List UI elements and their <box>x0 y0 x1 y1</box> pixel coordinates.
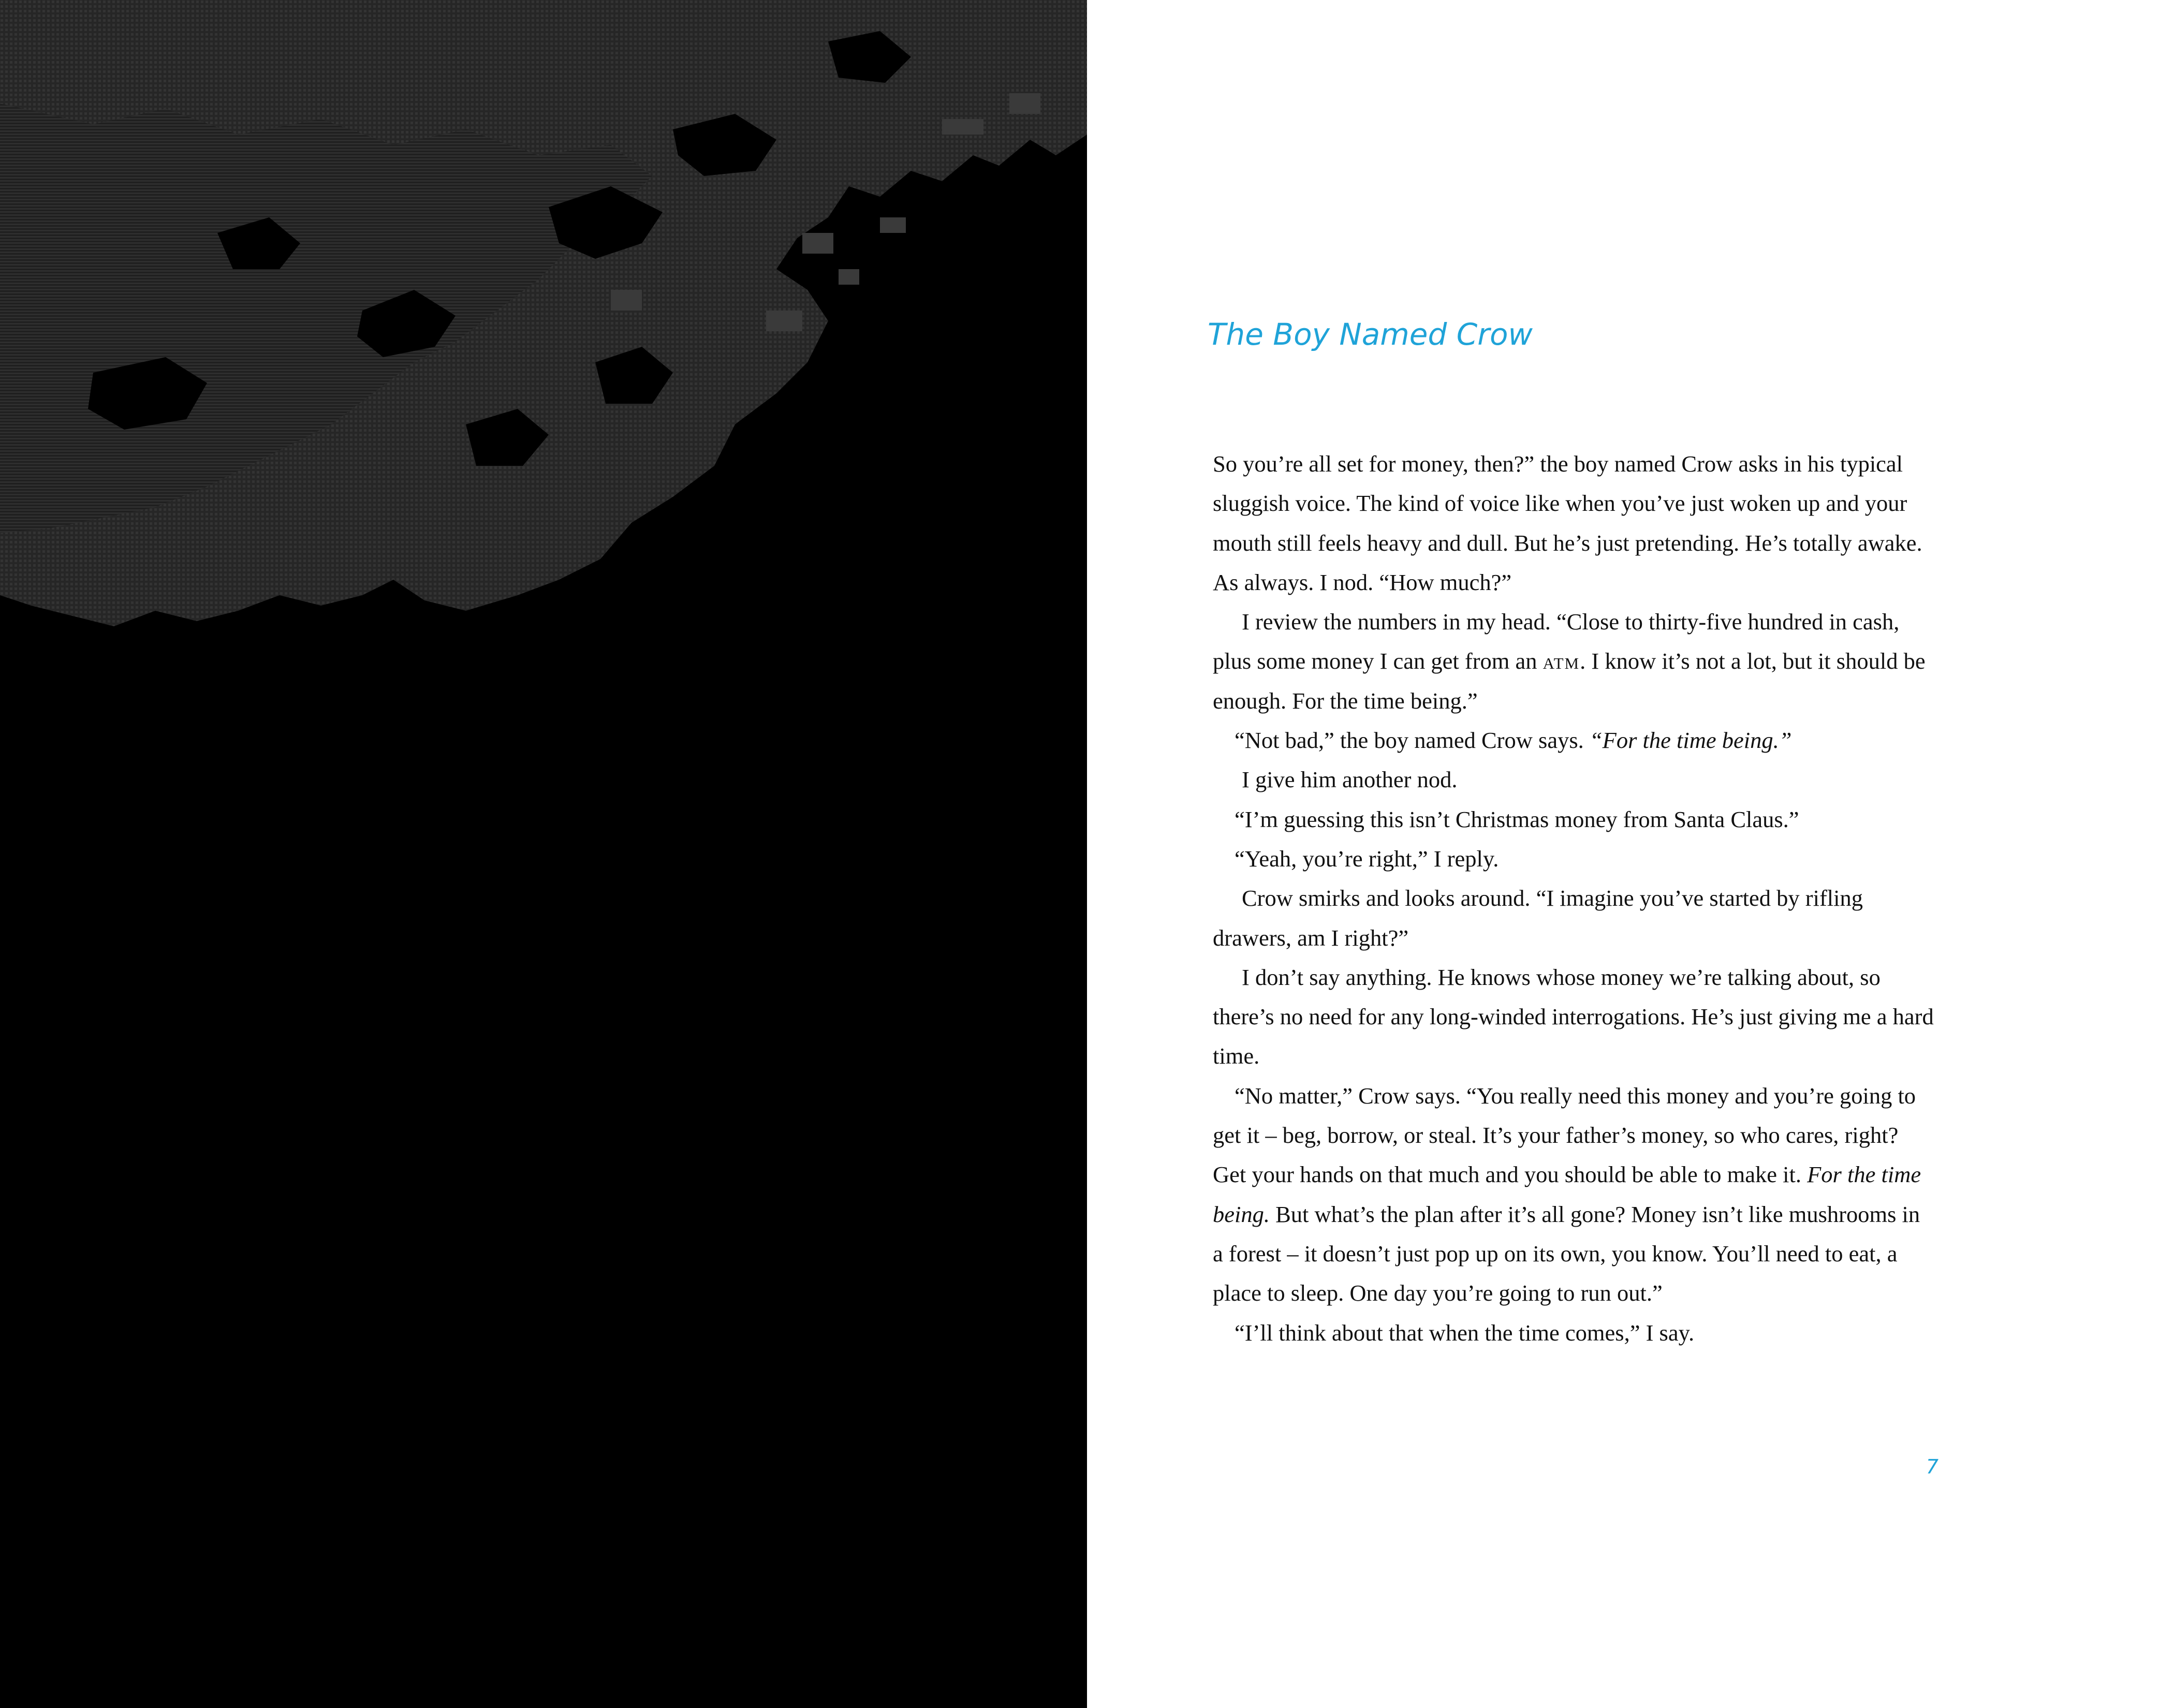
paragraph-10: “I’ll think about that when the time comes,” I say. <box>1235 1319 1695 1346</box>
paragraph-5: “I’m guessing this isn’t Christmas money from Santa Claus.” <box>1235 806 1799 832</box>
italic-emphasis: For the time being. <box>1213 1161 1921 1227</box>
paragraph-8: I don’t say anything. He knows whose money we’re talking about, so there’s no need for any long-winded interrogations. He’s just giving me a hard time. <box>1213 964 1934 1069</box>
paragraph-4: I give him another nod. <box>1242 767 1458 793</box>
chapter-title: The Boy Named Crow <box>1208 317 1533 352</box>
paragraph-9: “No matter,” Crow says. “You really need this money and you’re going to get it – beg, borrow, or steal. It’s your father’s money, so who cares, right? Get your hands on that much and you should be able to make it. For the time being. But what’s the plan after it’s all gone? Money isn’t like mushrooms in a forest – it doesn’t just pop up on its own, you know. You’ll need to eat, a place to sleep. One day you’re going to run out.” <box>1213 1082 1921 1306</box>
paragraph-1: So you’re all set for money, then?” the boy named Crow asks in his typical sluggish voice. The kind of voice like when you’ve just woken up and your mouth still feels heavy and dull. But he’s just pretending. He’s totally awake. As always. I nod. “How much?” <box>1213 451 1922 595</box>
body-text <box>1213 444 1935 1352</box>
acronym-atm: atm <box>1543 648 1580 674</box>
right-page <box>1087 0 2174 1708</box>
italic-emphasis: “For the time being.” <box>1589 727 1792 754</box>
paragraph-3: “Not bad,” the boy named Crow says. “For the time being.” <box>1235 727 1792 754</box>
paragraph-2: I review the numbers in my head. “Close to thirty-five hundred in cash, plus some money I can get from an atm. I know it’s not a lot, but it should be enough. For the time being.” <box>1213 609 1926 714</box>
paragraph-6: “Yeah, you’re right,” I reply. <box>1235 845 1499 872</box>
page-number: 7 <box>1926 1455 1938 1478</box>
paragraph-7: Crow smirks and looks around. “I imagine you’ve started by rifling drawers, am I right?” <box>1213 885 1863 951</box>
